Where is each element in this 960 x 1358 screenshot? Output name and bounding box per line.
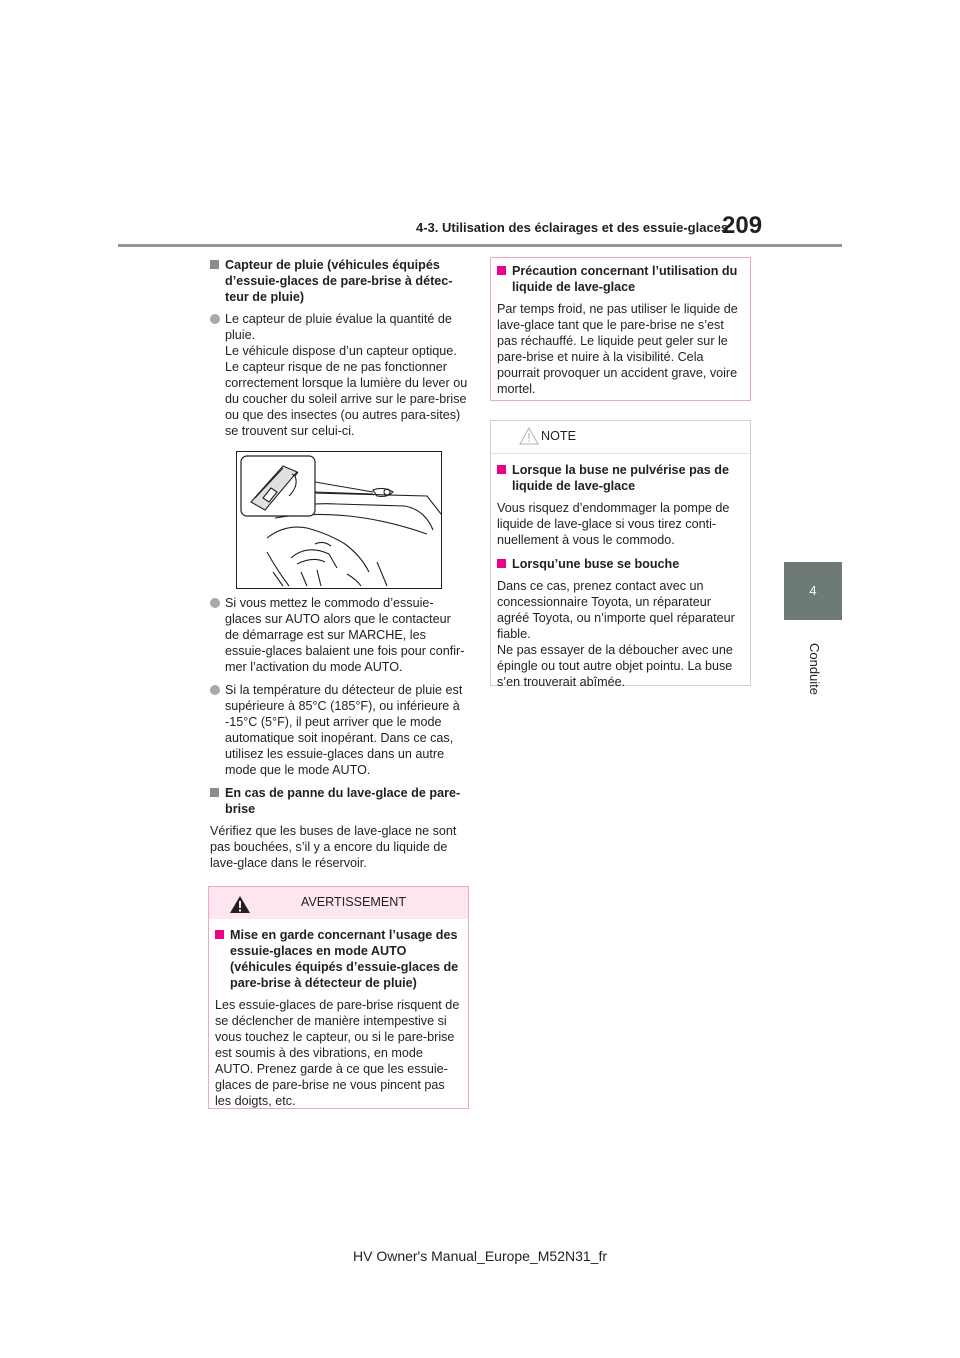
rain-sensor-illustration: [236, 451, 442, 589]
caution-heading: Précaution concernant l’utilisation du liquide de lave-glace: [497, 263, 744, 295]
page-number: 209: [722, 212, 763, 239]
temperature-bullet: [210, 682, 468, 778]
note-text-1: Vous risquez d’endommager la pompe de liquide de lave-glace si vous tirez conti-nuellement à vous le commodo.: [497, 501, 730, 547]
note-box: [490, 420, 751, 689]
chapter-label: Conduite: [807, 642, 822, 696]
round-bullet-icon: [210, 598, 220, 608]
washer-failure-heading: En cas de panne du lave-glace de pare-brise: [210, 785, 468, 817]
warning-label: AVERTISSEMENT: [300, 895, 407, 909]
note-text-2-cont: Ne pas essayer de la déboucher avec une épingle ou tout autre objet pointu. La buse s’en trouverait abîmée.: [497, 643, 733, 689]
warning-heading: Mise en garde concernant l’usage des essuie-glaces en mode AUTO (véhicules équipés d’essuie-glaces de pare-brise à détecteur de pluie): [215, 927, 462, 991]
note-heading-1: Lorsque la buse ne pulvérise pas de liquide de lave-glace: [497, 462, 744, 494]
note-label: NOTE: [541, 429, 576, 443]
left-column-top: [210, 257, 468, 446]
note-heading-2: Lorsqu’une buse se bouche: [497, 556, 744, 572]
chapter-tab: 4: [784, 562, 842, 620]
square-bullet-icon: [210, 788, 219, 797]
warning-text: Les essuie-glaces de pare-brise risquent de se déclencher de manière intempestive si vous touchez le capteur, ou si le pare-brise est soumis à des vibrations, en mode AUTO. Prenez garde à ce que les essuie-glaces de pare-brise ne vous pincent pas les doigts, etc.: [215, 998, 460, 1108]
washer-failure-text: Vérifiez que les buses de lave-glace ne sont pas bouchées, s’il y a encore du liquide de lave-glace dans le réservoir.: [210, 824, 457, 870]
caution-box: [490, 257, 751, 401]
square-bullet-icon: [497, 465, 506, 474]
warning-box: [208, 886, 469, 1109]
bullet-text: Le capteur de pluie évalue la quantité de pluie.: [225, 312, 452, 342]
square-bullet-icon: [215, 930, 224, 939]
section-title: 4-3. Utilisation des éclairages et des essuie-glaces: [416, 220, 729, 235]
windshield-sensor-drawing: [237, 452, 441, 588]
warning-box-header: [209, 887, 468, 919]
warning-box-body: [209, 919, 468, 1115]
note-text-2: Dans ce cas, prenez contact avec un concessionnaire Toyota, un réparateur agréé Toyota, ou n’importe quel réparateur fiable.: [497, 579, 735, 641]
bullet-text-cont: Le véhicule dispose d’un capteur optique. Le capteur risque de ne pas fonctionner correctement lorsque la lumière du lever ou du coucher du soleil arrive sur le pare-brise ou que des insectes (ou autres para-sites) se trouvent sur celui-ci.: [225, 344, 468, 438]
round-bullet-icon: [210, 685, 220, 695]
auto-mode-bullet: [210, 595, 468, 675]
round-bullet-icon: [210, 314, 220, 324]
rain-sensor-bullet: [210, 311, 468, 439]
rain-sensor-heading: Capteur de pluie (véhicules équipés d’essuie-glaces de pare-brise à détec-teur de pluie): [210, 257, 468, 305]
bullet-text: Si vous mettez le commodo d’essuie-glaces sur AUTO alors que le contacteur de démarrage est sur MARCHE, les essuie-glaces balaient une fois pour confir-mer l’activation du mode AUTO.: [225, 596, 465, 674]
caution-text: Par temps froid, ne pas utiliser le liquide de lave-glace tant que le pare-brise ne s’est pas réchauffé. Le liquide peut geler sur le pare-brise et nuire à la visibilité. Cela pourrait provoquer un accident grave, voire mortel.: [497, 302, 738, 396]
header-rule: [118, 244, 842, 247]
square-bullet-icon: [210, 260, 219, 269]
square-bullet-icon: [497, 559, 506, 568]
note-box-header: [491, 421, 750, 454]
caution-box-body: [491, 258, 750, 403]
bullet-text: Si la température du détecteur de pluie est supérieure à 85°C (185°F), ou inférieure à -15°C (5°F), il peut arriver que le mode automatique soit inopérant. Dans ce cas, utilisez les essuie-glaces dans un autre mode que le mode AUTO.: [225, 683, 463, 777]
left-column-bottom: [210, 595, 468, 879]
manual-footer: HV Owner's Manual_Europe_M52N31_fr: [352, 1248, 608, 1264]
square-bullet-icon: [497, 266, 506, 275]
caution-triangle-icon: [519, 427, 539, 445]
note-box-body: [491, 454, 750, 696]
